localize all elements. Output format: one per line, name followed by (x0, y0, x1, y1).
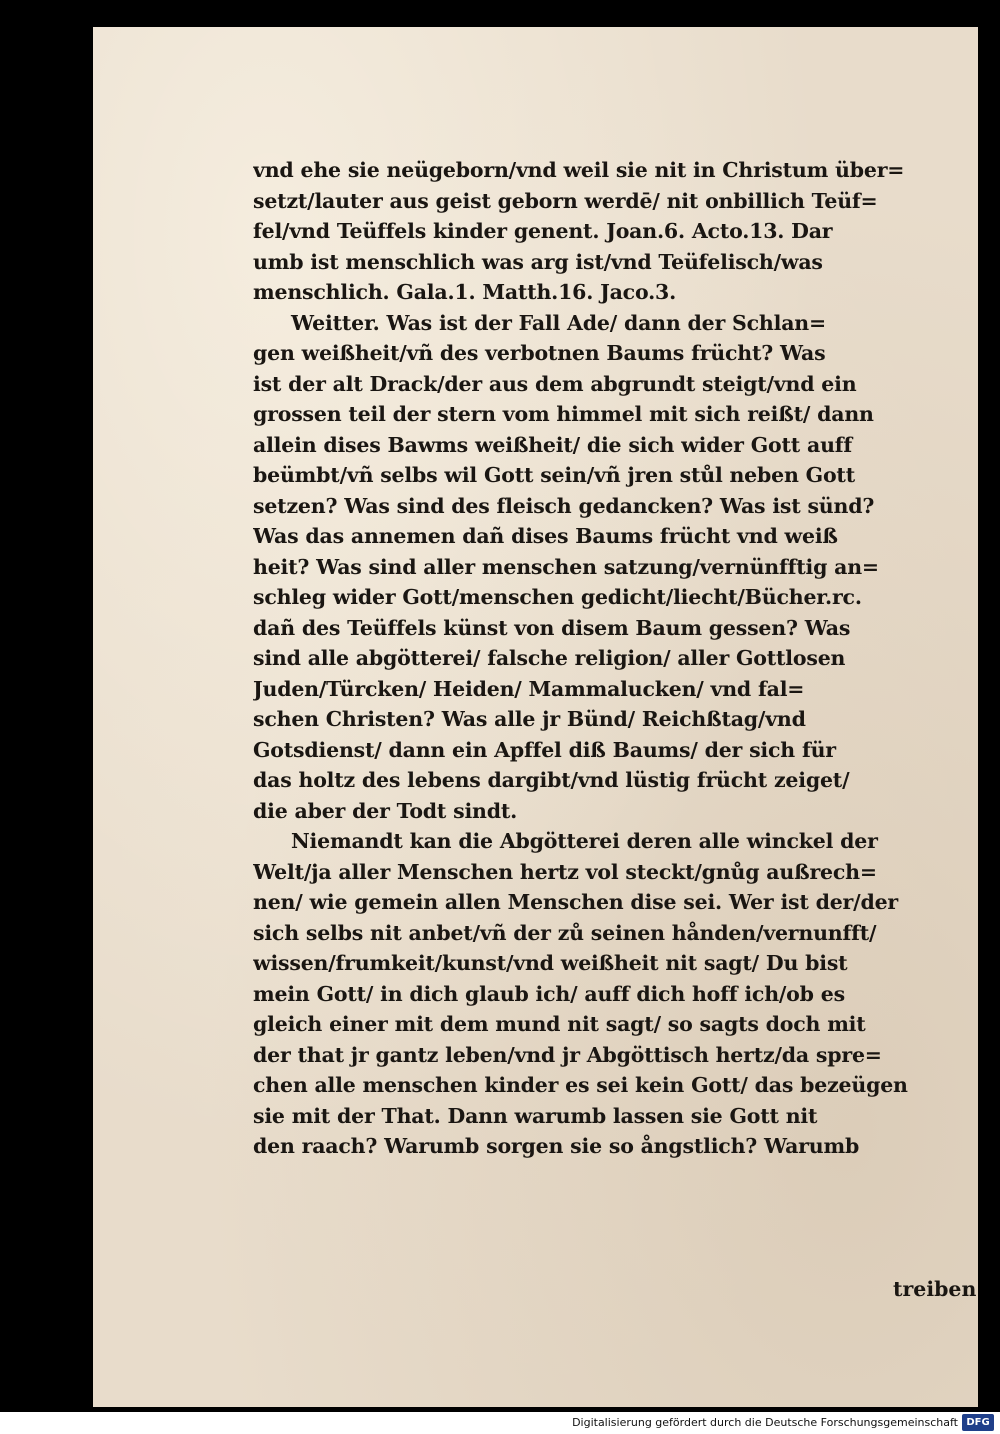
text-line: Was das annemen dañ dises Baums frücht vnd weiß (253, 524, 838, 548)
text-line: allein dises Bawms weißheit/ die sich wider Gott auff (253, 432, 853, 457)
text-line: Niemandt kan die Abgötterei deren alle winckel der (291, 829, 878, 853)
text-line: ist der alt Drack/der aus dem abgrundt steigt/vnd ein (253, 371, 857, 396)
text-line: umb ist menschlich was arg ist/vnd Teüfelisch/was (253, 249, 823, 274)
text-line: chen alle menschen kinder es sei kein Gott/ das bezeügen (253, 1073, 908, 1097)
text-line: den raach? Warumb sorgen sie so ångstlich? Warumb (253, 1134, 860, 1158)
dfg-logo-icon: DFG (962, 1414, 994, 1431)
text-line: setzt/lauter aus geist geborn werdē/ nit onbillich Teüf= (253, 188, 878, 213)
text-line: sich selbs nit anbet/vñ der zů seinen hånden/vernunfft/ (253, 920, 877, 945)
text-line: mein Gott/ in dich glaub ich/ auff dich hoff ich/ob es (253, 981, 845, 1006)
catchword: treiben (893, 1277, 977, 1301)
text-line: Weitter. Was ist der Fall Ade/ dann der Schlan= (291, 310, 826, 335)
text-line: dañ des Teüffels künst von disem Baum gessen? Was (253, 615, 851, 640)
text-line: Welt/ja aller Menschen hertz vol steckt/gnůg außrech= (253, 859, 877, 884)
text-line: setzen? Was sind des fleisch gedancken? Was ist sünd? (253, 493, 875, 518)
book-page (93, 27, 978, 1407)
text-line: beümbt/vñ selbs wil Gott sein/vñ jren stůl neben Gott (253, 463, 855, 487)
text-line: gen weißheit/vñ des verbotnen Baums frücht? Was (253, 341, 826, 365)
text-line: heit? Was sind aller menschen satzung/vernünfftig an= (253, 554, 879, 579)
text-line: schen Christen? Was alle jr Bünd/ Reichßtag/vnd (253, 707, 806, 731)
text-line: Gotsdienst/ dann ein Apffel diß Baums/ der sich für (253, 737, 836, 762)
text-line: das holtz des lebens dargibt/vnd lüstig frücht zeiget/ (253, 768, 850, 792)
funding-credit: Digitalisierung gefördert durch die Deutsche Forschungsgemeinschaft (572, 1416, 958, 1429)
text-line: vnd ehe sie neügeborn/vnd weil sie nit in Christum über= (253, 158, 905, 182)
text-line: Juden/Türcken/ Heiden/ Mammalucken/ vnd fal= (253, 676, 805, 701)
text-line: nen/ wie gemein allen Menschen dise sei. Wer ist der/der (253, 890, 899, 914)
text-line: menschlich. Gala.1. Matth.16. Jaco.3. (253, 280, 677, 304)
page-text (253, 155, 1000, 1162)
footer-bar (0, 1412, 1000, 1434)
text-line: sind alle abgötterei/ falsche religion/ aller Gottlosen (253, 646, 846, 670)
text-line: sie mit der That. Dann warumb lassen sie Gott nit (253, 1103, 818, 1128)
text-line: fel/vnd Teüffels kinder genent. Joan.6. Acto.13. Dar (253, 219, 833, 243)
text-line: der that jr gantz leben/vnd jr Abgöttisch hertz/da spre= (253, 1042, 882, 1067)
text-line: wissen/frumkeit/kunst/vnd weißheit nit sagt/ Du bist (253, 951, 848, 975)
text-line: schleg wider Gott/menschen gedicht/liecht/Bücher.rc. (253, 585, 862, 609)
text-line: gleich einer mit dem mund nit sagt/ so sagts doch mit (253, 1012, 866, 1036)
text-line: grossen teil der stern vom himmel mit sich reißt/ dann (253, 402, 874, 426)
text-line: die aber der Todt sindt. (253, 798, 518, 823)
